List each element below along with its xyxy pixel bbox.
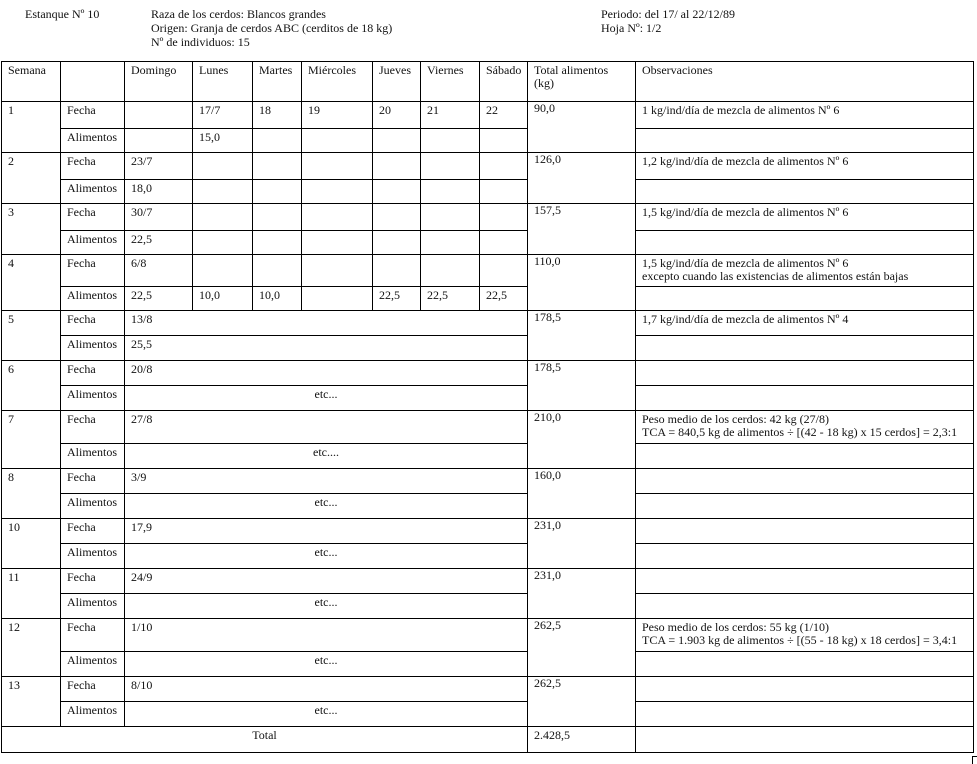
col-wednesday: Miércoles — [302, 62, 373, 102]
week-number: 10 — [2, 519, 61, 569]
date-cell: 22 — [480, 102, 528, 129]
date-cell: 24/9 — [125, 569, 528, 594]
date-cell — [253, 255, 302, 287]
col-friday: Viernes — [421, 62, 480, 102]
food-row — [2, 180, 974, 204]
etc-cell: etc... — [125, 594, 528, 619]
etc-cell: etc... — [125, 386, 528, 411]
col-tuesday: Martes — [253, 62, 302, 102]
week-total: 210,0 — [528, 411, 636, 469]
food-cell — [373, 231, 421, 255]
observation-cell-empty — [636, 336, 974, 361]
observation-cell — [636, 569, 974, 594]
date-label: Fecha — [61, 619, 125, 652]
header-right — [601, 7, 735, 35]
week-number: 12 — [2, 619, 61, 677]
observation-cell — [636, 519, 974, 544]
food-cell — [302, 180, 373, 204]
week-total: 178,5 — [528, 311, 636, 361]
observation-cell — [636, 153, 974, 180]
food-cell: 22,5 — [125, 231, 193, 255]
date-cell — [302, 204, 373, 231]
date-cell — [421, 153, 480, 180]
observation-line: 1,5 kg/ind/día de mezcla de alimentos Nº 6 — [642, 256, 849, 270]
date-cell: 20 — [373, 102, 421, 129]
observation-cell-empty — [636, 702, 974, 727]
column-header-row — [2, 62, 974, 102]
food-cell — [302, 287, 373, 311]
week-total: 160,0 — [528, 469, 636, 519]
observation-cell-empty — [636, 386, 974, 411]
date-cell — [421, 204, 480, 231]
food-cell: 15,0 — [193, 129, 253, 153]
date-cell — [302, 153, 373, 180]
sheet-header — [0, 0, 977, 60]
food-cell — [480, 129, 528, 153]
period-label: Periodo: del 17/ al 22/12/89 — [601, 7, 735, 21]
week-number: 1 — [2, 102, 61, 153]
date-cell — [373, 204, 421, 231]
etc-cell: etc... — [125, 544, 528, 569]
etc-cell: etc... — [125, 652, 528, 677]
food-label: Alimentos — [61, 702, 125, 727]
date-cell — [193, 153, 253, 180]
date-cell — [193, 204, 253, 231]
food-cell — [253, 231, 302, 255]
food-cell: 25,5 — [125, 336, 528, 361]
observation-cell — [636, 102, 974, 129]
food-cell — [302, 129, 373, 153]
date-cell: 3/9 — [125, 469, 528, 494]
observation-cell-empty — [636, 180, 974, 204]
date-label: Fecha — [61, 411, 125, 444]
date-cell: 17/7 — [193, 102, 253, 129]
date-row — [2, 569, 974, 594]
food-cell — [253, 180, 302, 204]
food-label: Alimentos — [61, 494, 125, 519]
week-number: 5 — [2, 311, 61, 361]
food-label: Alimentos — [61, 652, 125, 677]
origin-label: Origen: Granja de cerdos ABC (cerditos de 18 kg) — [151, 21, 393, 35]
food-label: Alimentos — [61, 386, 125, 411]
food-row — [2, 652, 974, 677]
date-row — [2, 619, 974, 652]
observation-line: TCA = 840,5 kg de alimentos ÷ [(42 - 18 kg) x 15 cerdos] = 2,3:1 — [642, 425, 958, 439]
date-row — [2, 469, 974, 494]
date-cell: 20/8 — [125, 361, 528, 386]
observation-cell-empty — [636, 544, 974, 569]
food-cell — [480, 231, 528, 255]
food-label: Alimentos — [61, 544, 125, 569]
date-cell — [253, 204, 302, 231]
food-cell: 22,5 — [421, 287, 480, 311]
date-label: Fecha — [61, 469, 125, 494]
grand-total-row — [2, 727, 974, 753]
food-row — [2, 494, 974, 519]
date-label: Fecha — [61, 361, 125, 386]
grand-total-label: Total — [2, 727, 528, 753]
date-label: Fecha — [61, 569, 125, 594]
food-cell — [373, 129, 421, 153]
observation-line: Peso medio de los cerdos: 42 kg (27/8) — [642, 412, 829, 426]
observation-cell-empty — [636, 287, 974, 311]
header-left — [25, 7, 99, 21]
etc-cell: etc... — [125, 702, 528, 727]
grand-total-obs — [636, 727, 974, 753]
food-row — [2, 702, 974, 727]
date-label: Fecha — [61, 677, 125, 702]
food-cell — [125, 129, 193, 153]
week-total: 262,5 — [528, 677, 636, 727]
food-cell — [421, 129, 480, 153]
food-cell — [193, 231, 253, 255]
observation-cell — [636, 311, 974, 336]
food-cell: 22,5 — [480, 287, 528, 311]
food-label: Alimentos — [61, 444, 125, 469]
food-cell: 22,5 — [373, 287, 421, 311]
date-row — [2, 361, 974, 386]
food-cell — [480, 180, 528, 204]
date-row — [2, 153, 974, 180]
week-total: 90,0 — [528, 102, 636, 153]
date-row — [2, 411, 974, 444]
observation-line: excepto cuando las existencias de alimentos están bajas — [642, 269, 909, 283]
observation-cell — [636, 411, 974, 444]
food-row — [2, 594, 974, 619]
food-cell — [193, 180, 253, 204]
date-cell — [302, 255, 373, 287]
observation-cell — [636, 255, 974, 287]
col-total-food: Total alimentos (kg) — [528, 62, 636, 102]
grand-total-value: 2.428,5 — [528, 727, 636, 753]
date-cell — [373, 255, 421, 287]
date-row — [2, 677, 974, 702]
date-label: Fecha — [61, 204, 125, 231]
date-label: Fecha — [61, 153, 125, 180]
date-cell — [421, 255, 480, 287]
header-center — [151, 7, 392, 49]
date-cell — [193, 255, 253, 287]
date-cell: 8/10 — [125, 677, 528, 702]
week-number: 3 — [2, 204, 61, 255]
observation-cell-empty — [636, 594, 974, 619]
week-total: 157,5 — [528, 204, 636, 255]
food-cell — [253, 129, 302, 153]
date-row — [2, 102, 974, 129]
date-row — [2, 519, 974, 544]
week-total: 231,0 — [528, 519, 636, 569]
week-number: 4 — [2, 255, 61, 311]
table-body — [2, 62, 974, 753]
date-row — [2, 311, 974, 336]
date-cell: 13/8 — [125, 311, 528, 336]
sheet-number: Hoja Nº: 1/2 — [601, 21, 662, 35]
week-number: 2 — [2, 153, 61, 204]
food-cell: 22,5 — [125, 287, 193, 311]
food-cell — [373, 180, 421, 204]
food-cell — [302, 231, 373, 255]
food-label: Alimentos — [61, 231, 125, 255]
food-label: Alimentos — [61, 180, 125, 204]
week-number: 6 — [2, 361, 61, 411]
food-row — [2, 386, 974, 411]
week-total: 178,5 — [528, 361, 636, 411]
food-row — [2, 444, 974, 469]
week-number: 11 — [2, 569, 61, 619]
col-sunday: Domingo — [125, 62, 193, 102]
food-row — [2, 336, 974, 361]
date-cell: 30/7 — [125, 204, 193, 231]
date-cell: 18 — [253, 102, 302, 129]
observation-cell-empty — [636, 444, 974, 469]
date-cell: 27/8 — [125, 411, 528, 444]
observation-cell — [636, 677, 974, 702]
col-blank — [61, 62, 125, 102]
week-total: 110,0 — [528, 255, 636, 311]
food-label: Alimentos — [61, 129, 125, 153]
date-cell: 23/7 — [125, 153, 193, 180]
col-monday: Lunes — [193, 62, 253, 102]
date-cell — [480, 204, 528, 231]
date-label: Fecha — [61, 102, 125, 129]
col-saturday: Sábado — [480, 62, 528, 102]
individuals-label: Nº de individuos: 15 — [151, 35, 250, 49]
observation-line: Peso medio de los cerdos: 55 kg (1/10) — [642, 620, 829, 634]
food-row — [2, 231, 974, 255]
food-label: Alimentos — [61, 336, 125, 361]
date-cell — [253, 153, 302, 180]
week-number: 13 — [2, 677, 61, 727]
week-total: 126,0 — [528, 153, 636, 204]
food-label: Alimentos — [61, 594, 125, 619]
date-label: Fecha — [61, 311, 125, 336]
observation-cell — [636, 469, 974, 494]
observation-cell-empty — [636, 494, 974, 519]
date-row — [2, 255, 974, 287]
food-label: Alimentos — [61, 287, 125, 311]
feed-table — [1, 61, 974, 753]
observation-cell — [636, 619, 974, 652]
breed-label: Raza de los cerdos: Blancos grandes — [151, 7, 326, 21]
etc-cell: etc... — [125, 494, 528, 519]
date-row — [2, 204, 974, 231]
food-cell — [421, 231, 480, 255]
col-thursday: Jueves — [373, 62, 421, 102]
food-cell: 10,0 — [253, 287, 302, 311]
food-cell: 18,0 — [125, 180, 193, 204]
observation-cell-empty — [636, 652, 974, 677]
date-cell — [480, 255, 528, 287]
observation-line: 1,2 kg/ind/día de mezcla de alimentos Nº 6 — [642, 154, 849, 168]
date-cell: 21 — [421, 102, 480, 129]
food-row — [2, 287, 974, 311]
food-cell — [421, 180, 480, 204]
date-cell: 1/10 — [125, 619, 528, 652]
date-label: Fecha — [61, 519, 125, 544]
food-cell: 10,0 — [193, 287, 253, 311]
date-cell — [480, 153, 528, 180]
observation-line: TCA = 1.903 kg de alimentos ÷ [(55 - 18 kg) x 18 cerdos] = 3,4:1 — [642, 633, 958, 647]
observation-cell — [636, 204, 974, 231]
observation-cell-empty — [636, 129, 974, 153]
col-week: Semana — [2, 62, 61, 102]
food-row — [2, 544, 974, 569]
date-cell — [373, 153, 421, 180]
observation-cell — [636, 361, 974, 386]
date-cell — [125, 102, 193, 129]
observation-line: 1,7 kg/ind/día de mezcla de alimentos Nº 4 — [642, 312, 849, 326]
etc-cell: etc.... — [125, 444, 528, 469]
week-total: 231,0 — [528, 569, 636, 619]
date-cell: 6/8 — [125, 255, 193, 287]
observation-cell-empty — [636, 231, 974, 255]
date-cell: 19 — [302, 102, 373, 129]
col-observations: Observaciones — [636, 62, 974, 102]
week-number: 7 — [2, 411, 61, 469]
date-label: Fecha — [61, 255, 125, 287]
date-cell: 17,9 — [125, 519, 528, 544]
observation-line: 1 kg/ind/día de mezcla de alimentos Nº 6 — [642, 103, 840, 117]
week-number: 8 — [2, 469, 61, 519]
week-total: 262,5 — [528, 619, 636, 677]
food-row — [2, 129, 974, 153]
observation-line: 1,5 kg/ind/día de mezcla de alimentos Nº 6 — [642, 205, 849, 219]
pond-label: Estanque Nº 10 — [25, 7, 100, 21]
